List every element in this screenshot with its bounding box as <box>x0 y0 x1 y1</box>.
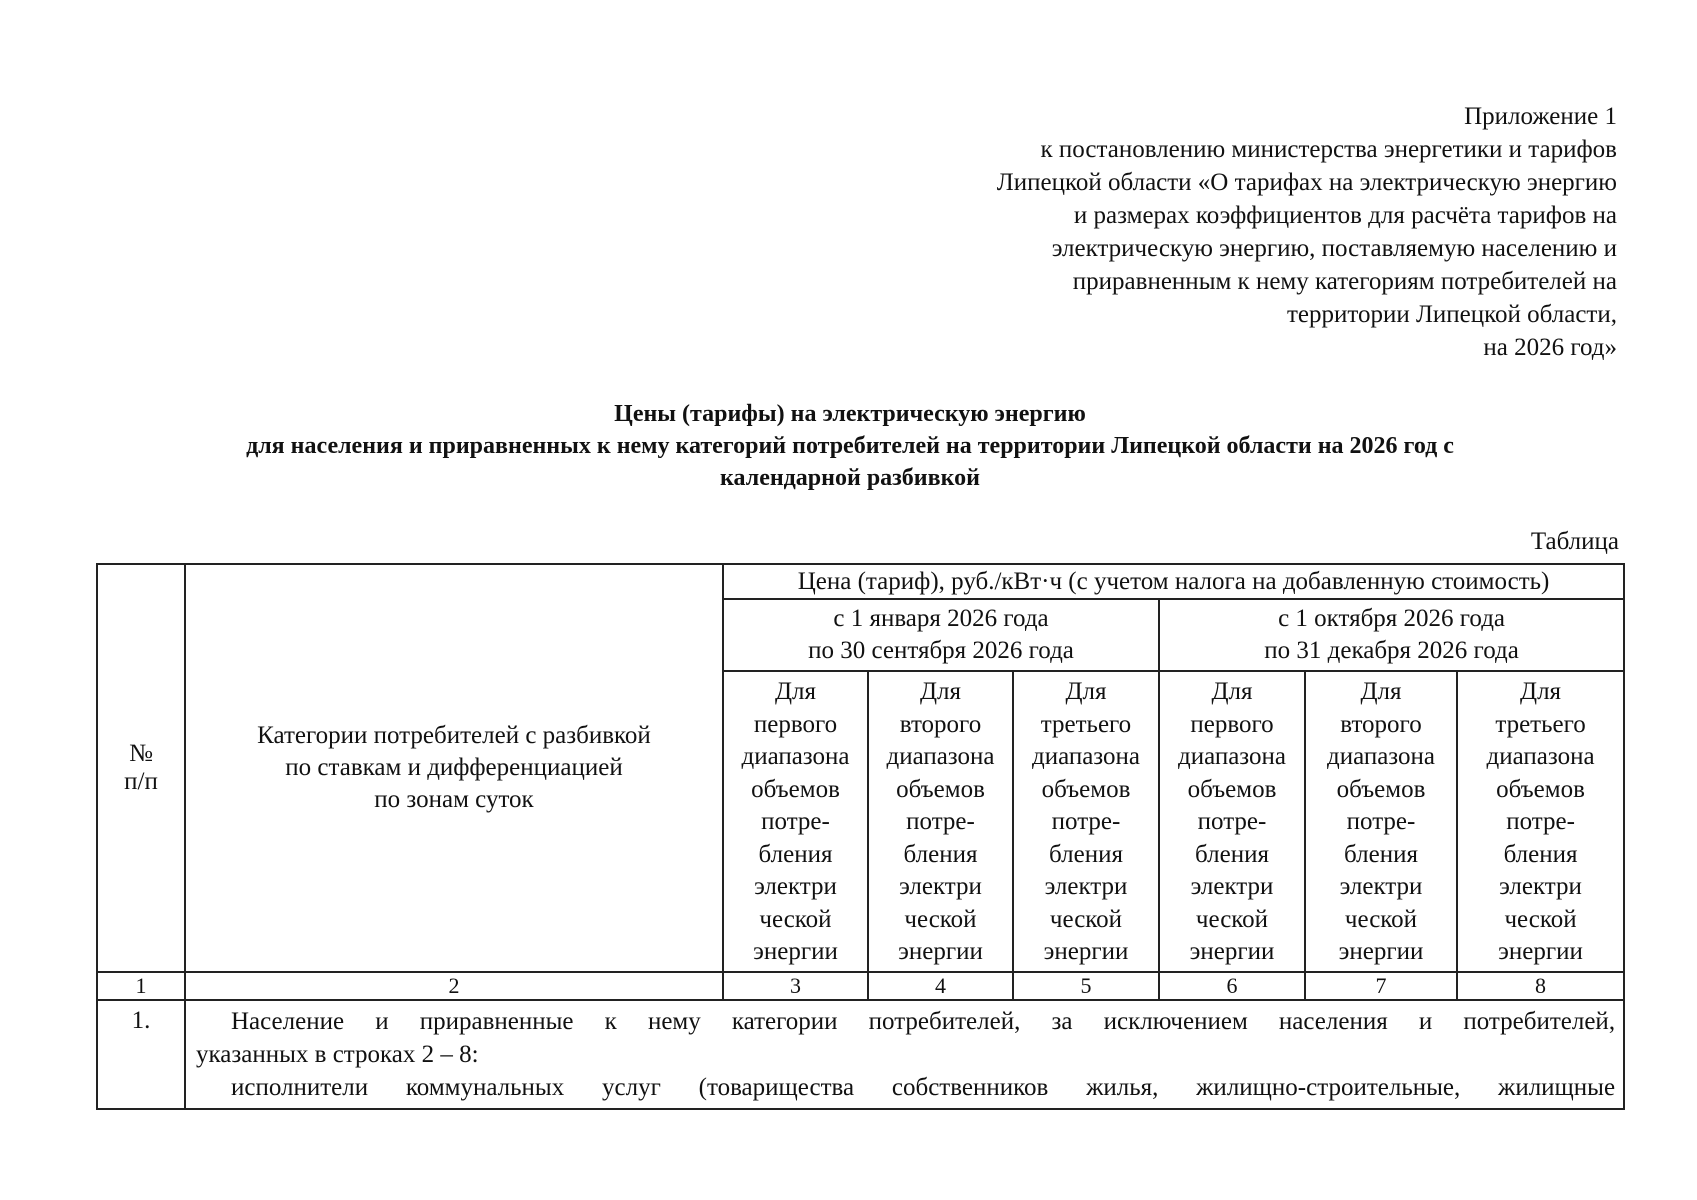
appendix-line: Приложение 1 <box>1464 103 1617 130</box>
range-text: бления <box>758 840 833 868</box>
column-header-category <box>185 564 723 972</box>
range-text: Для <box>919 678 962 705</box>
range-text: бления <box>1503 840 1578 868</box>
table-row <box>97 1000 1624 1109</box>
range-text: электри <box>899 873 982 900</box>
range-text: объемов <box>1336 775 1426 803</box>
range-header-3 <box>1013 671 1159 972</box>
range-text: объемов <box>751 775 840 803</box>
range-text: Для <box>1211 678 1253 705</box>
range-text: энергии <box>898 938 983 965</box>
period-text: с 1 января 2026 года <box>833 605 1049 632</box>
range-text: Для <box>1520 678 1562 705</box>
range-text: потре- <box>1051 808 1121 835</box>
appendix-line: и размерах коэффициентов для расчёта тарифов на <box>1073 202 1617 229</box>
range-text: электри <box>1190 873 1274 900</box>
range-text: ческой <box>759 905 832 933</box>
table-caption: Таблица <box>1530 528 1619 555</box>
period-text: по 31 декабря 2026 года <box>1264 637 1519 664</box>
range-text: бления <box>1049 840 1123 868</box>
column-number: 2 <box>185 972 723 1000</box>
range-text: объемов <box>1041 775 1131 803</box>
range-text: ческой <box>904 905 977 933</box>
range-text: диапазона <box>1326 743 1436 770</box>
range-text: Для <box>1065 678 1107 705</box>
range-text: ческой <box>1504 905 1577 933</box>
appendix-line: приравненным к нему категориям потребителей на <box>1072 268 1617 295</box>
range-text: бления <box>903 840 978 868</box>
range-text: бления <box>1195 840 1269 868</box>
range-header-2 <box>868 671 1013 972</box>
row-text-line: Население и приравненные к нему категории потребителей, за исключением населения и потребителей, <box>231 1007 1616 1035</box>
period-text: по 30 сентября 2026 года <box>808 637 1074 664</box>
title-line: Цены (тарифы) на электрическую энергию <box>614 401 1086 427</box>
range-text: третьего <box>1495 710 1586 738</box>
column-number: 8 <box>1457 972 1624 1000</box>
range-text: электри <box>754 873 837 900</box>
range-header-5 <box>1305 671 1457 972</box>
range-text: второго <box>1340 710 1422 738</box>
title-line: календарной разбивкой <box>720 465 980 491</box>
range-text: потре- <box>906 808 975 835</box>
appendix-line: Липецкой области «О тарифах на электрическую энергию <box>996 169 1617 196</box>
range-text: ческой <box>1049 905 1123 933</box>
row-description <box>185 1000 1624 1109</box>
range-header-1 <box>723 671 868 972</box>
price-header: Цена (тариф), руб./кВт·ч (с учетом налога на добавленную стоимость) <box>723 564 1624 599</box>
range-text: потре- <box>1197 808 1267 835</box>
column-numbers-row <box>97 972 1624 1000</box>
column-number: 1 <box>97 972 185 1000</box>
column-number: 5 <box>1013 972 1159 1000</box>
range-text: ческой <box>1195 905 1269 933</box>
range-text: диапазона <box>1031 743 1141 770</box>
range-text: диапазона <box>1486 743 1595 770</box>
range-text: энергии <box>1043 938 1129 965</box>
range-text: энергии <box>753 938 838 965</box>
period-header-1 <box>723 599 1159 671</box>
range-text: энергии <box>1189 938 1275 965</box>
range-text: ческой <box>1344 905 1418 933</box>
row-text-line: исполнители коммунальных услуг (товарищества собственников жилья, жилищно-строительные, жилищные <box>231 1073 1616 1101</box>
range-text: диапазона <box>741 743 850 770</box>
range-text: третьего <box>1040 710 1132 738</box>
range-text: энергии <box>1338 938 1424 965</box>
range-text: потре- <box>761 808 830 835</box>
header-text: № <box>129 739 153 767</box>
column-number: 7 <box>1305 972 1457 1000</box>
header-text: п/п <box>124 767 158 795</box>
range-text: Для <box>774 678 817 705</box>
appendix-line: электрическую энергию, поставляемую населению и <box>1051 235 1617 262</box>
column-number: 4 <box>868 972 1013 1000</box>
row-number: 1. <box>97 1000 185 1109</box>
range-text: первого <box>1190 710 1274 738</box>
row-text-line: указанных в строках 2 – 8: <box>196 1040 479 1068</box>
appendix-line: на 2026 год» <box>1483 334 1617 361</box>
range-text: второго <box>899 710 982 738</box>
range-text: электри <box>1499 873 1582 900</box>
range-text: потре- <box>1346 808 1416 835</box>
range-text: энергии <box>1498 938 1583 965</box>
range-header-6 <box>1457 671 1624 972</box>
range-text: потре- <box>1506 808 1575 835</box>
document-title <box>95 398 1605 494</box>
range-text: объемов <box>896 775 985 803</box>
column-number: 6 <box>1159 972 1305 1000</box>
appendix-line: к постановлению министерства энергетики и тарифов <box>1040 136 1617 163</box>
period-header-2 <box>1159 599 1624 671</box>
title-line: для населения и приравненных к нему категорий потребителей на территории Липецкой области на 2026 год с <box>246 433 1454 459</box>
period-text: с 1 октября 2026 года <box>1278 605 1506 632</box>
column-header-number <box>97 564 185 972</box>
header-text: по зонам суток <box>374 785 534 813</box>
range-text: электри <box>1044 873 1128 900</box>
range-text: электри <box>1339 873 1423 900</box>
range-text: Для <box>1360 678 1402 705</box>
range-text: бления <box>1344 840 1418 868</box>
range-text: первого <box>753 710 838 738</box>
range-text: диапазона <box>1177 743 1287 770</box>
range-header-4 <box>1159 671 1305 972</box>
appendix-header <box>997 100 1617 364</box>
column-number: 3 <box>723 972 868 1000</box>
range-text: диапазона <box>886 743 995 770</box>
header-text: по ставкам и дифференциацией <box>285 753 623 781</box>
range-text: объемов <box>1496 775 1585 803</box>
header-text: Категории потребителей с разбивкой <box>257 721 651 749</box>
range-text: объемов <box>1187 775 1277 803</box>
appendix-line: территории Липецкой области, <box>1286 301 1617 328</box>
tariff-table <box>96 563 1625 1110</box>
